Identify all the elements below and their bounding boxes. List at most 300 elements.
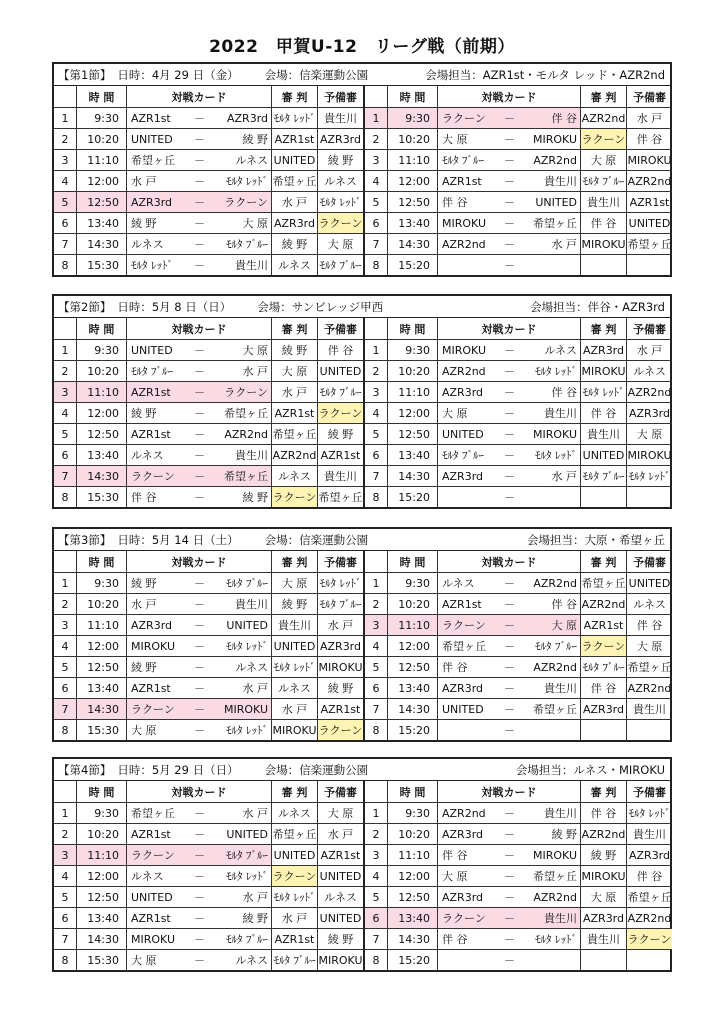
match-row bbox=[54, 486, 363, 507]
home-team: ラクーン bbox=[131, 470, 175, 483]
referee: 綾 野 bbox=[271, 340, 317, 360]
match-card bbox=[437, 171, 580, 191]
match-row bbox=[54, 823, 363, 844]
match-row bbox=[54, 191, 363, 212]
away-team: AZR2nd bbox=[533, 576, 577, 590]
home-team: 希望ヶ丘 bbox=[131, 807, 175, 820]
match-card bbox=[437, 445, 580, 465]
match-tables bbox=[54, 86, 670, 275]
match-card bbox=[126, 908, 271, 928]
versus-dash: － bbox=[194, 640, 205, 653]
away-team: ﾓﾙﾀ ﾚｯﾄﾞ bbox=[535, 933, 577, 946]
versus-dash: － bbox=[504, 849, 515, 862]
referee: 希望ヶ丘 bbox=[271, 171, 317, 191]
home-team: ラクーン bbox=[442, 112, 486, 125]
sub-referee: ラクーン bbox=[317, 213, 363, 233]
referee: AZR2nd bbox=[271, 445, 317, 465]
home-team: ルネス bbox=[131, 449, 164, 462]
home-team: 希望ヶ丘 bbox=[442, 640, 486, 653]
versus-dash: － bbox=[194, 470, 205, 483]
match-no: 6 bbox=[365, 908, 387, 928]
match-row bbox=[54, 593, 363, 614]
match-no: 5 bbox=[54, 192, 76, 212]
match-time: 15:30 bbox=[76, 255, 126, 275]
match-no: 6 bbox=[61, 216, 69, 230]
sub-referee: ラクーン bbox=[317, 403, 363, 423]
match-tables bbox=[54, 781, 670, 970]
header-card: 対戦カード bbox=[437, 551, 580, 572]
match-row bbox=[54, 233, 363, 254]
referee: 大 原 bbox=[271, 573, 317, 593]
match-card bbox=[126, 108, 271, 128]
versus-dash: － bbox=[504, 449, 515, 462]
header-sub-referee: 予備審 bbox=[317, 86, 363, 107]
home-team: AZR1st bbox=[131, 827, 171, 841]
round-venue: 会場：信楽運動公園 bbox=[264, 762, 369, 777]
match-row bbox=[54, 423, 363, 444]
match-table-left bbox=[54, 781, 363, 970]
sub-referee: 水 戸 bbox=[317, 615, 363, 635]
match-time: 12:50 bbox=[76, 657, 126, 677]
match-row bbox=[54, 444, 363, 465]
match-no: 4 bbox=[61, 639, 69, 653]
round-label: 【第4節】 bbox=[58, 762, 112, 777]
match-no: 8 bbox=[372, 490, 380, 504]
match-no: 7 bbox=[372, 932, 380, 946]
away-team: ラクーン bbox=[224, 196, 268, 209]
home-team: MIROKU bbox=[442, 216, 487, 230]
sub-referee: UNITED bbox=[317, 908, 363, 928]
match-no: 7 bbox=[372, 469, 380, 483]
match-time: 13:40 bbox=[76, 678, 126, 698]
versus-dash: － bbox=[194, 154, 205, 167]
referee: AZR2nd bbox=[580, 824, 626, 844]
home-team: AZR3rd bbox=[442, 469, 484, 483]
sub-referee: ラクーン bbox=[626, 929, 672, 949]
home-team: ﾓﾙﾀ ﾌﾞﾙｰ bbox=[442, 449, 484, 462]
match-card bbox=[126, 657, 271, 677]
home-team: AZR1st bbox=[442, 174, 482, 188]
versus-dash: － bbox=[504, 470, 515, 483]
versus-dash: － bbox=[194, 238, 205, 251]
match-time: 13:40 bbox=[387, 445, 437, 465]
home-team: AZR3rd bbox=[442, 890, 484, 904]
match-time: 10:20 bbox=[387, 824, 437, 844]
match-time: 15:30 bbox=[76, 487, 126, 507]
versus-dash: － bbox=[504, 640, 515, 653]
home-team: 綾 野 bbox=[131, 217, 157, 230]
round-date: 日時：5月 14 日（土） bbox=[117, 532, 239, 547]
match-time: 14:30 bbox=[76, 929, 126, 949]
sub-referee: 伴 谷 bbox=[317, 340, 363, 360]
match-row bbox=[54, 949, 363, 970]
sub-referee: AZR1st bbox=[317, 845, 363, 865]
versus-dash: － bbox=[194, 491, 205, 504]
match-time: 12:50 bbox=[387, 887, 437, 907]
match-no: 3 bbox=[372, 848, 380, 862]
header-card: 対戦カード bbox=[126, 86, 271, 107]
sub-referee: 貴生川 bbox=[626, 699, 672, 719]
match-time: 11:10 bbox=[387, 150, 437, 170]
away-team: 貴生川 bbox=[544, 912, 577, 925]
referee: ﾓﾙﾀ ﾚｯﾄﾞ bbox=[271, 108, 317, 128]
referee: ラクーン bbox=[580, 636, 626, 656]
versus-dash: － bbox=[504, 724, 515, 737]
match-row bbox=[365, 635, 672, 656]
home-team: 綾 野 bbox=[131, 407, 157, 420]
header-card: 対戦カード bbox=[126, 781, 271, 802]
home-team: UNITED bbox=[131, 343, 173, 357]
round-label: 【第2節】 bbox=[58, 299, 112, 314]
round-section bbox=[52, 62, 672, 277]
sub-referee: AZR2nd bbox=[626, 908, 672, 928]
away-team: ラクーン bbox=[224, 386, 268, 399]
home-team: AZR1st bbox=[131, 911, 171, 925]
home-team: 綾 野 bbox=[131, 577, 157, 590]
versus-dash: － bbox=[504, 870, 515, 883]
header-sub-referee: 予備審 bbox=[626, 781, 672, 802]
match-no: 4 bbox=[372, 406, 380, 420]
away-team: 大 原 bbox=[551, 619, 577, 632]
match-time: 9:30 bbox=[387, 803, 437, 823]
header-time: 時 間 bbox=[76, 781, 126, 802]
versus-dash: － bbox=[194, 891, 205, 904]
away-team: ﾓﾙﾀ ﾚｯﾄﾞ bbox=[226, 724, 268, 737]
home-team: 伴 谷 bbox=[131, 491, 157, 504]
sub-referee: 伴 谷 bbox=[626, 129, 672, 149]
referee bbox=[580, 720, 626, 740]
match-no: 6 bbox=[61, 681, 69, 695]
referee: 大 原 bbox=[580, 887, 626, 907]
home-team: 伴 谷 bbox=[442, 196, 468, 209]
round-header bbox=[54, 296, 670, 318]
match-row bbox=[54, 677, 363, 698]
match-time: 10:20 bbox=[76, 361, 126, 381]
match-card bbox=[126, 678, 271, 698]
match-time: 11:10 bbox=[387, 845, 437, 865]
home-team: MIROKU bbox=[442, 343, 487, 357]
header-card: 対戦カード bbox=[437, 781, 580, 802]
match-no: 5 bbox=[61, 427, 69, 441]
match-time: 12:50 bbox=[387, 657, 437, 677]
match-no: 7 bbox=[54, 466, 76, 486]
round-header bbox=[54, 529, 670, 551]
referee: AZR1st bbox=[580, 615, 626, 635]
match-card bbox=[126, 213, 271, 233]
table-header-row bbox=[54, 86, 363, 107]
match-row bbox=[54, 339, 363, 360]
match-card bbox=[437, 487, 580, 507]
match-no: 7 bbox=[372, 237, 380, 251]
away-team: 水 戸 bbox=[551, 238, 577, 251]
referee: 大 原 bbox=[580, 150, 626, 170]
header-no bbox=[365, 551, 387, 572]
sub-referee: 綾 野 bbox=[317, 424, 363, 444]
match-time: 14:30 bbox=[387, 699, 437, 719]
home-team: ﾓﾙﾀ ﾚｯﾄﾞ bbox=[131, 259, 173, 272]
match-time: 15:20 bbox=[387, 950, 437, 970]
match-card bbox=[126, 192, 271, 212]
versus-dash: － bbox=[194, 703, 205, 716]
referee: ﾓﾙﾀ ﾚｯﾄﾞ bbox=[271, 657, 317, 677]
sub-referee: ﾓﾙﾀ ﾌﾞﾙｰ bbox=[317, 594, 363, 614]
match-time: 10:20 bbox=[76, 824, 126, 844]
match-row bbox=[365, 254, 672, 275]
sub-referee: 希望ヶ丘 bbox=[317, 487, 363, 507]
referee: 貴生川 bbox=[271, 615, 317, 635]
match-card bbox=[437, 615, 580, 635]
home-team: ラクーン bbox=[131, 703, 175, 716]
round-label: 【第1節】 bbox=[58, 67, 112, 82]
away-team: 貴生川 bbox=[544, 175, 577, 188]
away-team: 希望ヶ丘 bbox=[224, 407, 268, 420]
match-card bbox=[126, 636, 271, 656]
referee: ラクーン bbox=[580, 129, 626, 149]
header-no bbox=[54, 551, 76, 572]
match-no: 2 bbox=[61, 827, 69, 841]
match-card bbox=[126, 929, 271, 949]
sub-referee: 大 原 bbox=[626, 424, 672, 444]
away-team: 綾 野 bbox=[242, 491, 268, 504]
versus-dash: － bbox=[504, 154, 515, 167]
match-card bbox=[437, 824, 580, 844]
versus-dash: － bbox=[504, 175, 515, 188]
match-time: 11:10 bbox=[76, 615, 126, 635]
header-sub-referee: 予備審 bbox=[317, 318, 363, 339]
match-no: 2 bbox=[61, 364, 69, 378]
match-table-right bbox=[363, 318, 672, 507]
sub-referee bbox=[626, 255, 672, 275]
sub-referee: 希望ヶ丘 bbox=[626, 657, 672, 677]
sub-referee: UNITED bbox=[317, 866, 363, 886]
match-time: 12:50 bbox=[76, 887, 126, 907]
versus-dash: － bbox=[504, 828, 515, 841]
referee: ルネス bbox=[271, 466, 317, 486]
sub-referee: AZR3rd bbox=[317, 636, 363, 656]
referee: ﾓﾙﾀ ﾚｯﾄﾞ bbox=[580, 382, 626, 402]
referee: 水 戸 bbox=[271, 192, 317, 212]
round-header bbox=[54, 64, 670, 86]
away-team: AZR2nd bbox=[224, 427, 268, 441]
referee: ルネス bbox=[271, 255, 317, 275]
referee: ﾓﾙﾀ ﾚｯﾄﾞ bbox=[271, 887, 317, 907]
referee: AZR2nd bbox=[580, 108, 626, 128]
sub-referee: 綾 野 bbox=[317, 678, 363, 698]
match-card bbox=[126, 615, 271, 635]
home-team: AZR1st bbox=[131, 111, 171, 125]
sub-referee: 希望ヶ丘 bbox=[626, 234, 672, 254]
match-time: 11:10 bbox=[76, 845, 126, 865]
table-header-row bbox=[365, 86, 672, 107]
match-no: 4 bbox=[372, 174, 380, 188]
match-no: 1 bbox=[372, 576, 380, 590]
referee: UNITED bbox=[271, 636, 317, 656]
match-card bbox=[126, 403, 271, 423]
match-card bbox=[437, 699, 580, 719]
away-team: MIROKU bbox=[532, 848, 577, 862]
away-team: ルネス bbox=[235, 661, 268, 674]
match-no: 4 bbox=[61, 869, 69, 883]
versus-dash: － bbox=[504, 577, 515, 590]
away-team: MIROKU bbox=[532, 427, 577, 441]
match-row bbox=[54, 254, 363, 275]
match-time: 12:50 bbox=[76, 192, 126, 212]
match-row bbox=[54, 360, 363, 381]
versus-dash: － bbox=[504, 196, 515, 209]
home-team: ラクーン bbox=[442, 619, 486, 632]
header-no bbox=[365, 781, 387, 802]
referee: 伴 谷 bbox=[580, 803, 626, 823]
round-date: 日時：4月 29 日（金） bbox=[117, 67, 239, 82]
home-team: AZR3rd bbox=[442, 827, 484, 841]
header-referee: 審 判 bbox=[580, 318, 626, 339]
match-row bbox=[365, 107, 672, 128]
match-time: 10:20 bbox=[387, 594, 437, 614]
match-time: 9:30 bbox=[76, 803, 126, 823]
versus-dash: － bbox=[194, 954, 205, 967]
header-referee: 審 判 bbox=[271, 781, 317, 802]
round-venue: 会場：信楽運動公園 bbox=[264, 67, 369, 82]
match-row bbox=[54, 719, 363, 740]
venue-manager: 会場担当：伴谷・AZR3rd bbox=[530, 300, 665, 314]
versus-dash: － bbox=[194, 577, 205, 590]
header-referee: 審 判 bbox=[580, 86, 626, 107]
match-card bbox=[437, 108, 580, 128]
match-row bbox=[365, 928, 672, 949]
match-time: 11:10 bbox=[387, 615, 437, 635]
sub-referee: AZR2nd bbox=[626, 382, 672, 402]
match-row bbox=[365, 444, 672, 465]
home-team: ﾓﾙﾀ ﾌﾞﾙｰ bbox=[131, 365, 173, 378]
match-row bbox=[54, 402, 363, 423]
away-team: 貴生川 bbox=[544, 682, 577, 695]
home-team: MIROKU bbox=[131, 639, 176, 653]
table-header-row bbox=[54, 781, 363, 802]
away-team: ﾓﾙﾀ ﾌﾞﾙｰ bbox=[535, 640, 577, 653]
home-team: 水 戸 bbox=[131, 598, 157, 611]
round-section bbox=[52, 527, 672, 742]
referee: 綾 野 bbox=[271, 594, 317, 614]
sub-referee bbox=[626, 720, 672, 740]
home-team: AZR1st bbox=[131, 427, 171, 441]
header-sub-referee: 予備審 bbox=[626, 86, 672, 107]
match-no: 7 bbox=[54, 699, 76, 719]
referee: ルネス bbox=[271, 803, 317, 823]
referee: 希望ヶ丘 bbox=[271, 424, 317, 444]
home-team: ﾓﾙﾀ ﾌﾞﾙｰ bbox=[442, 154, 484, 167]
match-no: 1 bbox=[372, 806, 380, 820]
match-card bbox=[437, 803, 580, 823]
versus-dash: － bbox=[504, 112, 515, 125]
header-time: 時 間 bbox=[387, 86, 437, 107]
match-card bbox=[437, 573, 580, 593]
match-no: 5 bbox=[61, 660, 69, 674]
referee: 伴 谷 bbox=[580, 403, 626, 423]
sub-referee: 希望ヶ丘 bbox=[626, 887, 672, 907]
versus-dash: － bbox=[194, 849, 205, 862]
sub-referee: ﾓﾙﾀ ﾌﾞﾙｰ bbox=[317, 255, 363, 275]
versus-dash: － bbox=[194, 807, 205, 820]
match-row bbox=[54, 886, 363, 907]
referee bbox=[580, 487, 626, 507]
versus-dash: － bbox=[194, 724, 205, 737]
match-no: 3 bbox=[54, 382, 76, 402]
header-card: 対戦カード bbox=[126, 318, 271, 339]
referee: ラクーン bbox=[271, 487, 317, 507]
away-team: 希望ヶ丘 bbox=[533, 870, 577, 883]
match-no: 1 bbox=[365, 108, 387, 128]
sub-referee: 綾 野 bbox=[317, 929, 363, 949]
match-time: 13:40 bbox=[76, 908, 126, 928]
round-date: 日時：5月 8 日（日） bbox=[117, 299, 232, 314]
home-team: AZR1st bbox=[131, 385, 171, 399]
match-no: 1 bbox=[61, 806, 69, 820]
match-row bbox=[365, 128, 672, 149]
sub-referee: MIROKU bbox=[317, 950, 363, 970]
versus-dash: － bbox=[504, 133, 515, 146]
sub-referee: UNITED bbox=[626, 573, 672, 593]
match-no: 8 bbox=[61, 723, 69, 737]
match-row bbox=[365, 212, 672, 233]
match-no: 8 bbox=[61, 258, 69, 272]
versus-dash: － bbox=[194, 661, 205, 674]
home-team: 伴 谷 bbox=[442, 933, 468, 946]
referee: 伴 谷 bbox=[580, 213, 626, 233]
match-card bbox=[126, 361, 271, 381]
match-time: 15:30 bbox=[76, 720, 126, 740]
match-table-right bbox=[363, 551, 672, 740]
versus-dash: － bbox=[194, 682, 205, 695]
match-row bbox=[365, 614, 672, 635]
away-team: 綾 野 bbox=[242, 133, 268, 146]
home-team: AZR3rd bbox=[442, 385, 484, 399]
match-card bbox=[126, 824, 271, 844]
sub-referee: ラクーン bbox=[317, 720, 363, 740]
match-tables bbox=[54, 318, 670, 507]
away-team: ﾓﾙﾀ ﾚｯﾄﾞ bbox=[226, 640, 268, 653]
match-no: 8 bbox=[61, 490, 69, 504]
versus-dash: － bbox=[194, 407, 205, 420]
versus-dash: － bbox=[504, 491, 515, 504]
header-sub-referee: 予備審 bbox=[317, 551, 363, 572]
home-team: AZR2nd bbox=[442, 806, 486, 820]
referee: 貴生川 bbox=[580, 929, 626, 949]
match-time: 12:00 bbox=[76, 636, 126, 656]
referee: UNITED bbox=[271, 845, 317, 865]
match-card bbox=[437, 382, 580, 402]
match-time: 14:30 bbox=[387, 234, 437, 254]
sub-referee: ﾓﾙﾀ ﾚｯﾄﾞ bbox=[626, 466, 672, 486]
match-no: 5 bbox=[372, 890, 380, 904]
away-team: AZR2nd bbox=[533, 153, 577, 167]
sub-referee: ﾓﾙﾀ ﾚｯﾄﾞ bbox=[317, 192, 363, 212]
match-time: 10:20 bbox=[387, 361, 437, 381]
sub-referee: 貴生川 bbox=[317, 108, 363, 128]
round-section bbox=[52, 294, 672, 509]
match-time: 12:00 bbox=[387, 866, 437, 886]
round-venue: 会場：信楽運動公園 bbox=[264, 532, 369, 547]
sub-referee: AZR2nd bbox=[626, 678, 672, 698]
sub-referee: AZR2nd bbox=[626, 171, 672, 191]
sub-referee: 綾 野 bbox=[317, 150, 363, 170]
match-row bbox=[365, 886, 672, 907]
match-row bbox=[365, 823, 672, 844]
match-card bbox=[437, 150, 580, 170]
referee: 水 戸 bbox=[271, 908, 317, 928]
match-time: 15:20 bbox=[387, 487, 437, 507]
versus-dash: － bbox=[194, 259, 205, 272]
home-team: ラクーン bbox=[131, 849, 175, 862]
